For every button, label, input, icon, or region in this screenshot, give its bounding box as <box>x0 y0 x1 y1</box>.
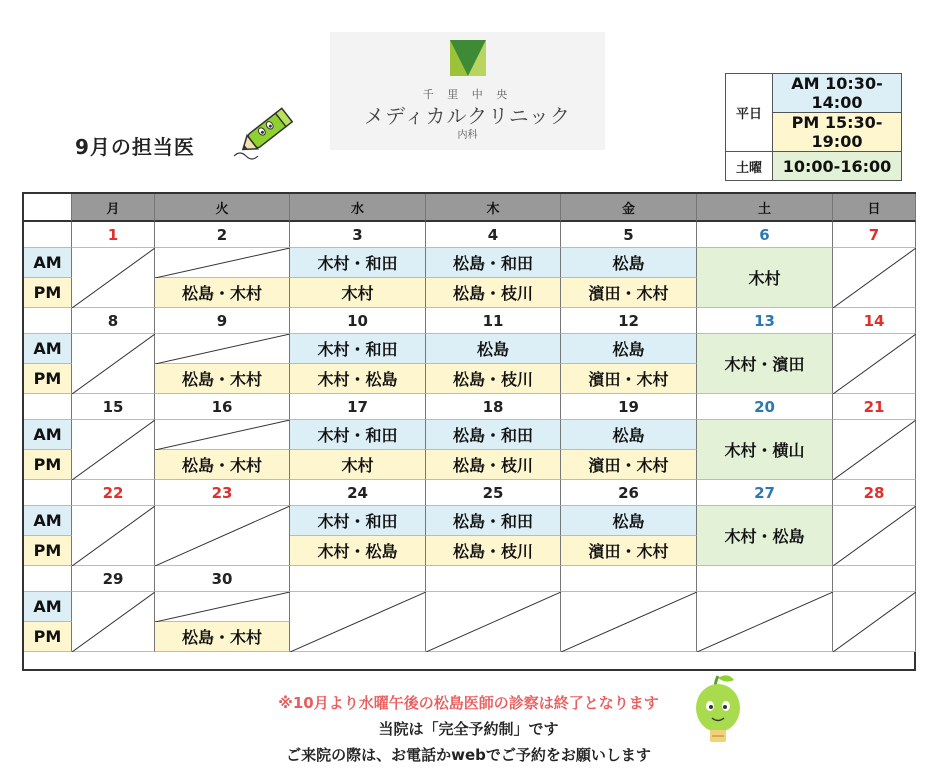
date-cell: 14 <box>833 308 916 334</box>
diagonal-line <box>155 248 290 278</box>
wed-pm-doctor-cell: 木村・松島 <box>290 536 426 566</box>
date-cell <box>561 566 697 592</box>
doctor-schedule-calendar <box>22 192 916 671</box>
date-cell: 23 <box>155 480 290 506</box>
date-cell: 1 <box>72 222 155 248</box>
weekday-header: 日 <box>833 194 916 222</box>
date-cell: 21 <box>833 394 916 420</box>
diagonal-line <box>72 420 155 480</box>
date-cell: 11 <box>426 308 561 334</box>
wed-am-doctor-cell: 木村・和田 <box>290 506 426 536</box>
date-cell: 24 <box>290 480 426 506</box>
date-cell: 25 <box>426 480 561 506</box>
weekday-label: 平日 <box>726 74 773 152</box>
diagonal-line <box>833 248 916 308</box>
tuesday-pm-doctor-cell: 松島・木村 <box>155 364 290 394</box>
closed-cell <box>72 592 155 652</box>
notice-october-change: ※10月より水曜午後の松島医師の診察は終了となります <box>278 694 659 712</box>
fri-pm-doctor-cell: 濱田・木村 <box>561 450 697 480</box>
date-row-label-cell <box>24 566 72 592</box>
page-title: 9月の担当医 <box>75 135 195 159</box>
diagonal-line <box>72 248 155 308</box>
diagonal-line <box>697 592 833 652</box>
pm-label: PM <box>24 450 72 480</box>
tuesday-am-cell <box>155 248 290 278</box>
fri-am-doctor-cell: 松島 <box>561 420 697 450</box>
am-label: AM <box>24 334 72 364</box>
thu-am-doctor-cell: 松島・和田 <box>426 420 561 450</box>
diagonal-line <box>72 506 155 566</box>
closed-cell <box>290 592 426 652</box>
date-cell: 16 <box>155 394 290 420</box>
fri-am-doctor-cell: 松島 <box>561 248 697 278</box>
diagonal-line <box>72 592 155 652</box>
fri-am-doctor-cell: 松島 <box>561 506 697 536</box>
saturday-label: 土曜 <box>726 152 773 181</box>
pm-label: PM <box>24 622 72 652</box>
closed-cell <box>697 592 833 652</box>
closed-cell <box>833 248 916 308</box>
pm-label: PM <box>24 364 72 394</box>
date-cell <box>290 566 426 592</box>
closed-cell <box>833 506 916 566</box>
weekday-am-hours: AM 10:30-14:00 <box>773 74 902 113</box>
weekday-header: 火 <box>155 194 290 222</box>
pm-label: PM <box>24 278 72 308</box>
date-cell: 30 <box>155 566 290 592</box>
date-cell <box>426 566 561 592</box>
date-row-label-cell <box>24 480 72 506</box>
wed-pm-doctor-cell: 木村・松島 <box>290 364 426 394</box>
fri-pm-doctor-cell: 濱田・木村 <box>561 364 697 394</box>
saturday-hours: 10:00-16:00 <box>773 152 902 181</box>
thu-pm-doctor-cell: 松島・枝川 <box>426 364 561 394</box>
date-cell: 27 <box>697 480 833 506</box>
fri-pm-doctor-cell: 濱田・木村 <box>561 536 697 566</box>
closed-cell <box>833 420 916 480</box>
consultation-hours-table <box>725 73 902 181</box>
diagonal-line <box>155 506 290 566</box>
notice-reservation-only: 当院は「完全予約制」です <box>378 720 559 738</box>
date-cell: 3 <box>290 222 426 248</box>
saturday-doctor-cell: 木村・松島 <box>697 506 833 566</box>
date-cell: 20 <box>697 394 833 420</box>
diagonal-line <box>155 420 290 450</box>
date-cell: 28 <box>833 480 916 506</box>
pencil-mascot-icon <box>232 98 302 163</box>
tuesday-am-cell <box>155 334 290 364</box>
saturday-doctor-cell: 木村 <box>697 248 833 308</box>
notice-booking-request: ご来院の際は、お電話かwebでご予約をお願いします <box>286 746 651 764</box>
saturday-doctor-cell: 木村・横山 <box>697 420 833 480</box>
weekday-header: 水 <box>290 194 426 222</box>
tuesday-am-cell <box>155 420 290 450</box>
wed-pm-doctor-cell: 木村 <box>290 450 426 480</box>
date-cell <box>833 566 916 592</box>
thu-am-doctor-cell: 松島 <box>426 334 561 364</box>
date-cell <box>697 566 833 592</box>
thu-pm-doctor-cell: 松島・枝川 <box>426 278 561 308</box>
tuesday-am-cell <box>155 506 290 566</box>
am-label: AM <box>24 420 72 450</box>
logo-clinic-name: メディカルクリニック <box>364 104 571 128</box>
logo-department: 内科 <box>457 130 478 141</box>
diagonal-line <box>72 334 155 394</box>
thu-pm-doctor-cell: 松島・枝川 <box>426 536 561 566</box>
am-label: AM <box>24 592 72 622</box>
pm-label: PM <box>24 536 72 566</box>
date-cell: 6 <box>697 222 833 248</box>
closed-cell <box>72 420 155 480</box>
leaf-mascot-icon <box>690 672 746 748</box>
date-cell: 13 <box>697 308 833 334</box>
weekday-pm-hours: PM 15:30-19:00 <box>773 113 902 152</box>
clinic-logo-mark <box>450 40 486 78</box>
weekday-header: 木 <box>426 194 561 222</box>
diagonal-line <box>426 592 561 652</box>
thu-am-doctor-cell: 松島・和田 <box>426 248 561 278</box>
diagonal-line <box>155 592 290 622</box>
diagonal-line <box>155 334 290 364</box>
fri-pm-doctor-cell: 濱田・木村 <box>561 278 697 308</box>
date-cell: 12 <box>561 308 697 334</box>
wed-am-doctor-cell: 木村・和田 <box>290 334 426 364</box>
date-row-label-cell <box>24 394 72 420</box>
thu-pm-doctor-cell: 松島・枝川 <box>426 450 561 480</box>
date-cell: 7 <box>833 222 916 248</box>
closed-cell <box>72 334 155 394</box>
thu-am-doctor-cell: 松島・和田 <box>426 506 561 536</box>
am-label: AM <box>24 248 72 278</box>
date-cell: 8 <box>72 308 155 334</box>
date-cell: 4 <box>426 222 561 248</box>
fri-am-doctor-cell: 松島 <box>561 334 697 364</box>
date-cell: 29 <box>72 566 155 592</box>
date-cell: 18 <box>426 394 561 420</box>
date-row-label-cell <box>24 308 72 334</box>
date-cell: 26 <box>561 480 697 506</box>
date-cell: 5 <box>561 222 697 248</box>
closed-cell <box>561 592 697 652</box>
closed-cell <box>833 334 916 394</box>
tuesday-pm-doctor-cell: 松島・木村 <box>155 278 290 308</box>
wed-pm-doctor-cell: 木村 <box>290 278 426 308</box>
diagonal-line <box>833 592 916 652</box>
clinic-logo <box>330 32 605 150</box>
date-cell: 10 <box>290 308 426 334</box>
diagonal-line <box>290 592 426 652</box>
tuesday-pm-doctor-cell: 松島・木村 <box>155 450 290 480</box>
wed-am-doctor-cell: 木村・和田 <box>290 420 426 450</box>
logo-location: 千 里 中 央 <box>422 88 513 101</box>
date-cell: 17 <box>290 394 426 420</box>
date-row-label-cell <box>24 222 72 248</box>
saturday-doctor-cell: 木村・濱田 <box>697 334 833 394</box>
diagonal-line <box>833 506 916 566</box>
am-label: AM <box>24 506 72 536</box>
wed-am-doctor-cell: 木村・和田 <box>290 248 426 278</box>
weekday-header: 金 <box>561 194 697 222</box>
tuesday-am-cell <box>155 592 290 622</box>
closed-cell <box>72 248 155 308</box>
corner-cell <box>24 194 72 222</box>
weekday-header: 土 <box>697 194 833 222</box>
date-cell: 22 <box>72 480 155 506</box>
closed-cell <box>72 506 155 566</box>
closed-cell <box>426 592 561 652</box>
date-cell: 9 <box>155 308 290 334</box>
date-cell: 2 <box>155 222 290 248</box>
tuesday-pm-doctor-cell: 松島・木村 <box>155 622 290 652</box>
date-cell: 15 <box>72 394 155 420</box>
diagonal-line <box>833 334 916 394</box>
closed-cell <box>833 592 916 652</box>
diagonal-line <box>561 592 697 652</box>
date-cell: 19 <box>561 394 697 420</box>
diagonal-line <box>833 420 916 480</box>
weekday-header: 月 <box>72 194 155 222</box>
